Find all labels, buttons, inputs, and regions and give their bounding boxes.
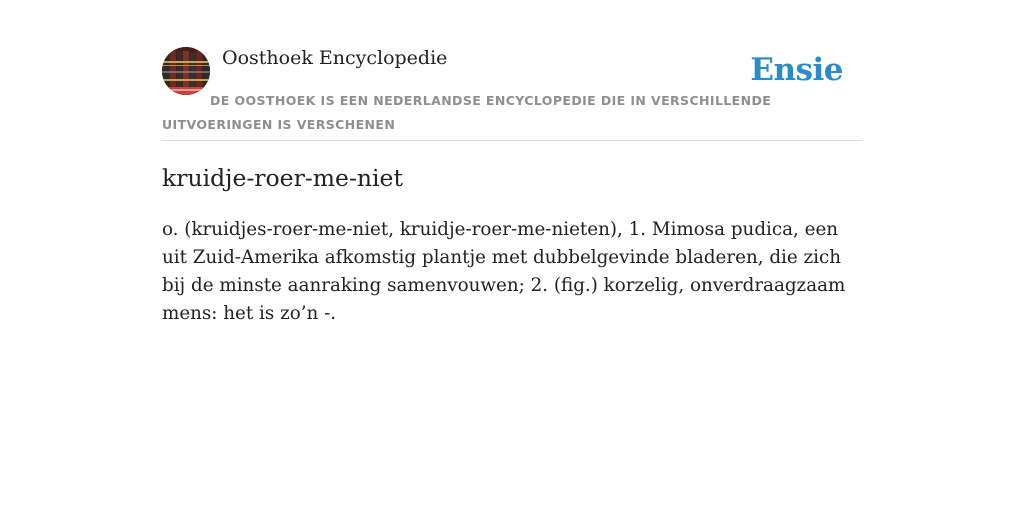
entry-definition: o. (kruidjes-roer-me-niet, kruidje-roer-me-nieten), 1. Mimosa pudica, een uit Zuid-Amerika afkomstig plantje met dubbelgevinde bladeren, die zich bij de minste aanraking samenvouwen; 2. (fig.) korzelig, onverdraagzaam mens: het is zo’n -. (162, 219, 846, 324)
source-description: DE OOSTHOEK IS EEN NEDERLANDSE ENCYCLOPEDIE DIE IN VERSCHILLENDE UITVOERINGEN IS VERSCHENEN (162, 93, 772, 132)
entry-title: kruidje-roer-me-niet (162, 164, 403, 192)
brand-logo-link[interactable]: Ensie (750, 52, 843, 88)
source-title[interactable]: Oosthoek Encyclopedie (222, 47, 448, 69)
source-avatar[interactable] (162, 47, 210, 95)
bookshelf-icon (162, 47, 210, 95)
source-header (162, 46, 862, 141)
